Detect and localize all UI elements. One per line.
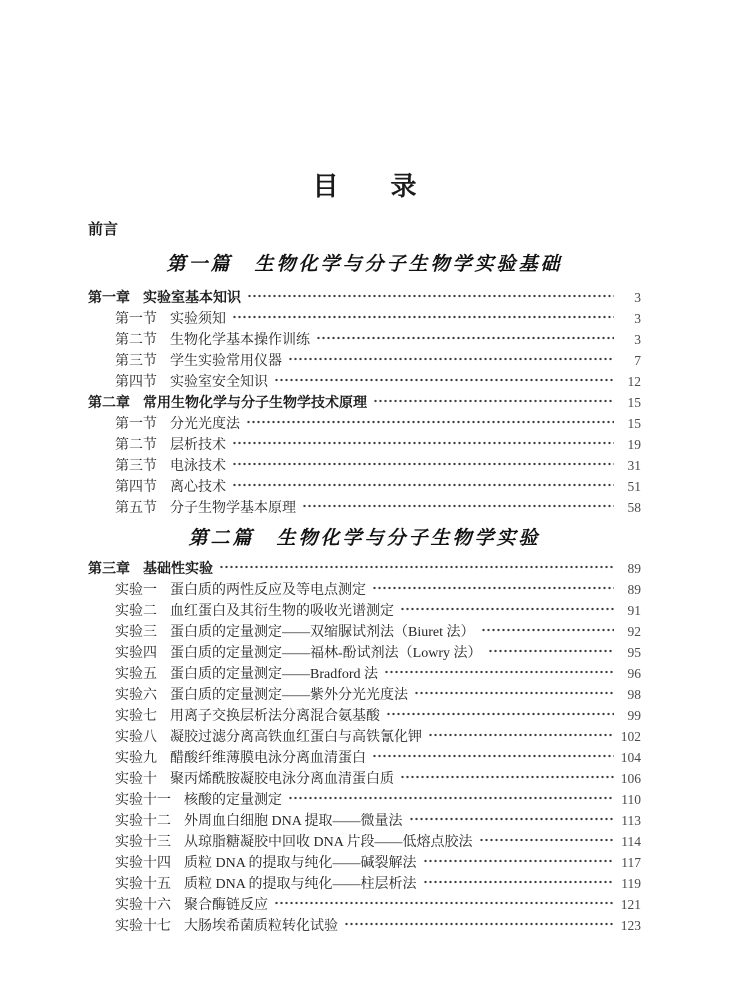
entry-title: 蛋白质的定量测定——双缩脲试剂法（Biuret 法）: [170, 625, 475, 640]
dot-leader: [488, 645, 615, 657]
dot-leader: [384, 666, 614, 678]
page-number: 102: [620, 729, 641, 744]
dot-leader: [288, 792, 614, 804]
entry-label: 实验二: [115, 604, 157, 619]
toc-entry-section: [88, 705, 641, 726]
page-number: 117: [621, 855, 641, 870]
entry-label: 第五节: [115, 501, 157, 516]
entry-title: 实验室安全知识: [170, 375, 268, 390]
entry-label: 第二节: [115, 333, 157, 348]
entry-label: 第三节: [115, 459, 157, 474]
page-number: 89: [627, 582, 641, 597]
page-number: 58: [627, 500, 641, 515]
dot-leader: [344, 918, 614, 930]
dot-leader: [479, 834, 614, 846]
entry-title: 蛋白质的定量测定——福林-酚试剂法（Lowry 法）: [170, 646, 482, 661]
toc-entry-section: [88, 663, 641, 684]
page-number: 121: [620, 897, 641, 912]
entry-title: 实验须知: [170, 312, 226, 327]
entry-title: 分光光度法: [170, 417, 240, 432]
dot-leader: [247, 290, 614, 302]
page-number: 119: [621, 876, 641, 891]
toc-entry-section: [88, 873, 641, 894]
entry-label: 实验十六: [115, 898, 171, 913]
toc-entry-section: [88, 789, 641, 810]
page-number: 99: [627, 708, 641, 723]
toc-entry-section: [88, 621, 641, 642]
entry-title: 蛋白质的定量测定——紫外分光光度法: [170, 688, 408, 703]
toc-entry-section: [88, 642, 641, 663]
page-number: 15: [627, 395, 641, 410]
page-number: 89: [627, 561, 641, 576]
entry-label: 第四节: [115, 480, 157, 495]
entry-title: 层析技术: [170, 438, 226, 453]
entry-label: 第四节: [115, 375, 157, 390]
dot-leader: [232, 458, 614, 470]
toc-rows: [88, 287, 641, 518]
entry-label: 实验五: [115, 667, 157, 682]
entry-title: 用离子交换层析法分离混合氨基酸: [170, 709, 380, 724]
entry-title: 核酸的定量测定: [184, 793, 282, 808]
toc-rows: [88, 558, 641, 936]
page-number: 3: [634, 290, 641, 305]
page-number: 19: [627, 437, 641, 452]
entry-title: 聚丙烯酰胺凝胶电泳分离血清蛋白质: [170, 772, 394, 787]
page-number: 98: [627, 687, 641, 702]
page-number: 3: [634, 311, 641, 326]
dot-leader: [400, 603, 614, 615]
entry-label: 第二章: [88, 394, 130, 410]
dot-leader: [302, 500, 614, 512]
page-number: 114: [621, 834, 641, 849]
toc-entry-section: [88, 894, 641, 915]
toc-entry-section: [88, 600, 641, 621]
entry-label: 实验十二: [115, 814, 171, 829]
toc-entry-section: [88, 747, 641, 768]
page-number: 106: [620, 771, 641, 786]
entry-title: 醋酸纤维薄膜电泳分离血清蛋白: [170, 751, 366, 766]
entry-label: 实验四: [115, 646, 157, 661]
preface-label: 前言: [88, 221, 119, 238]
toc-entry-section: [88, 831, 641, 852]
dot-leader: [428, 729, 614, 741]
dot-leader: [219, 561, 614, 573]
page-number: 113: [621, 813, 641, 828]
entry-label: 第一节: [115, 417, 157, 432]
toc-entry-section: [88, 434, 641, 455]
page-number: 123: [620, 918, 641, 933]
entry-title: 凝胶过滤分离高铁血红蛋白与高铁氰化钾: [170, 730, 422, 745]
toc-entry-section: [88, 915, 641, 936]
page-number: 7: [634, 353, 641, 368]
dot-leader: [232, 437, 614, 449]
toc-list: [88, 252, 641, 936]
page-number: 92: [627, 624, 641, 639]
toc-entry-section: [88, 810, 641, 831]
toc-entry-section: [88, 371, 641, 392]
toc-entry-section: [88, 476, 641, 497]
dot-leader: [409, 813, 614, 825]
entry-label: 实验六: [115, 688, 157, 703]
entry-label: 实验十四: [115, 856, 171, 871]
dot-leader: [288, 353, 614, 365]
entry-title: 质粒 DNA 的提取与纯化——柱层析法: [184, 877, 417, 892]
page-number: 15: [627, 416, 641, 431]
page-number: 96: [627, 666, 641, 681]
entry-label: 实验八: [115, 730, 157, 745]
toc-entry-chapter: [88, 392, 641, 413]
dot-leader: [414, 687, 614, 699]
dot-leader: [400, 771, 614, 783]
entry-title: 外周血白细胞 DNA 提取——微量法: [184, 814, 403, 829]
entry-label: 实验十五: [115, 877, 171, 892]
entry-title: 电泳技术: [170, 459, 226, 474]
toc-entry-section: [88, 413, 641, 434]
dot-leader: [372, 750, 614, 762]
part-heading: 第一篇 生物化学与分子生物学实验基础: [166, 254, 563, 275]
dot-leader: [423, 855, 614, 867]
entry-label: 实验十: [115, 772, 157, 787]
entry-title: 实验室基本知识: [143, 289, 241, 305]
toc-entry-section: [88, 579, 641, 600]
entry-title: 离心技术: [170, 480, 226, 495]
dot-leader: [316, 332, 614, 344]
toc-entry-section: [88, 329, 641, 350]
page-number: 91: [627, 603, 641, 618]
page-number: 3: [634, 332, 641, 347]
dot-leader: [423, 876, 614, 888]
entry-label: 第二节: [115, 438, 157, 453]
dot-leader: [246, 416, 614, 428]
entry-label: 实验一: [115, 583, 157, 598]
part-heading: 第二篇 生物化学与分子生物学实验: [188, 528, 541, 549]
page-number: 110: [621, 792, 641, 807]
dot-leader: [232, 479, 614, 491]
toc-entry-section: [88, 684, 641, 705]
dot-leader: [386, 708, 614, 720]
page-number: 104: [620, 750, 641, 765]
entry-label: 实验十一: [115, 793, 171, 808]
entry-title: 基础性实验: [143, 560, 213, 576]
dot-leader: [373, 395, 614, 407]
toc-entry-section: [88, 497, 641, 518]
entry-title: 分子生物学基本原理: [170, 501, 296, 516]
entry-title: 大肠埃希菌质粒转化试验: [184, 919, 338, 934]
toc-entry-section: [88, 308, 641, 329]
entry-title: 从琼脂糖凝胶中回收 DNA 片段——低熔点胶法: [184, 835, 473, 850]
page-number: 12: [627, 374, 641, 389]
entry-title: 血红蛋白及其衍生物的吸收光谱测定: [170, 604, 394, 619]
entry-title: 质粒 DNA 的提取与纯化——碱裂解法: [184, 856, 417, 871]
entry-label: 实验七: [115, 709, 157, 724]
entry-title: 蛋白质的两性反应及等电点测定: [170, 583, 366, 598]
dot-leader: [372, 582, 614, 594]
page-number: 51: [627, 479, 641, 494]
entry-label: 第一节: [115, 312, 157, 327]
dot-leader: [274, 897, 614, 909]
page-number: 95: [627, 645, 641, 660]
entry-title: 学生实验常用仪器: [170, 354, 282, 369]
toc-entry-section: [88, 768, 641, 789]
page-title: 目 录: [312, 172, 417, 201]
entry-title: 常用生物化学与分子生物学技术原理: [143, 394, 367, 410]
entry-label: 实验十七: [115, 919, 171, 934]
entry-label: 实验三: [115, 625, 157, 640]
entry-label: 第三节: [115, 354, 157, 369]
entry-label: 实验十三: [115, 835, 171, 850]
page-number: 31: [627, 458, 641, 473]
dot-leader: [481, 624, 615, 636]
entry-title: 生物化学基本操作训练: [170, 333, 310, 348]
entry-title: 蛋白质的定量测定——Bradford 法: [170, 667, 379, 682]
toc-entry-section: [88, 726, 641, 747]
toc-entry-chapter: [88, 287, 641, 308]
toc-entry-section: [88, 852, 641, 873]
toc-entry-section: [88, 350, 641, 371]
toc-entry-section: [88, 455, 641, 476]
dot-leader: [232, 311, 614, 323]
entry-label: 第一章: [88, 289, 130, 305]
dot-leader: [274, 374, 614, 386]
entry-label: 第三章: [88, 560, 130, 576]
entry-title: 聚合酶链反应: [184, 898, 268, 913]
entry-label: 实验九: [115, 751, 157, 766]
toc-entry-chapter: [88, 558, 641, 579]
